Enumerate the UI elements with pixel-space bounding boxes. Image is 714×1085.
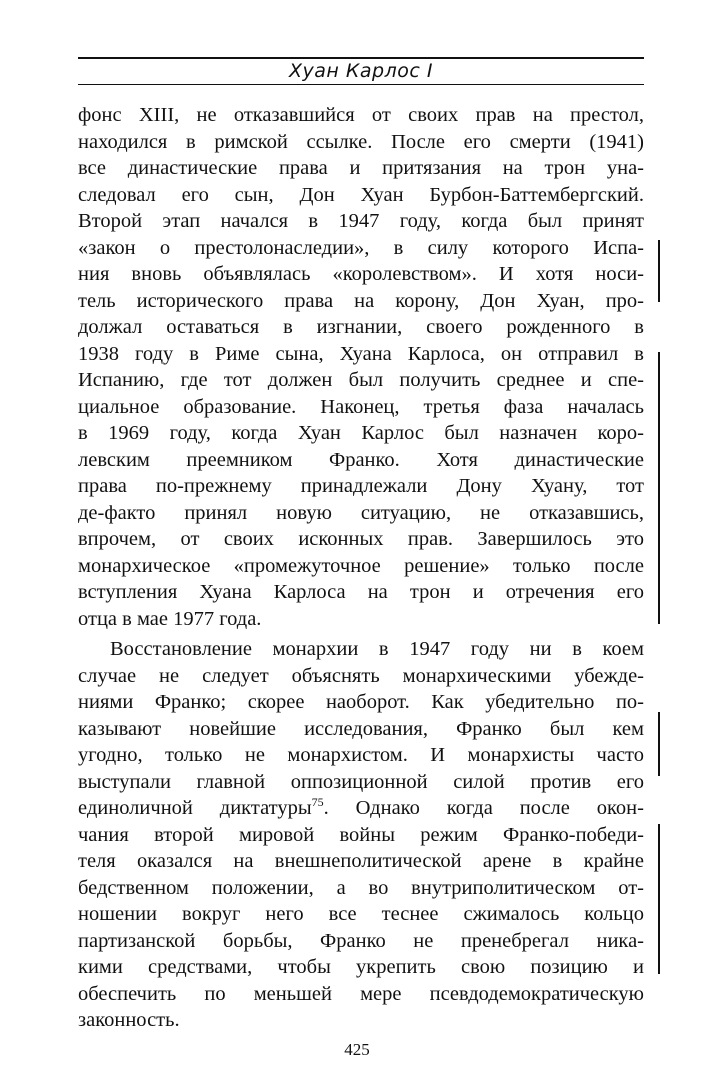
text-line: де-факто принял новую ситуацию, не отказавшись, <box>78 501 644 524</box>
text-line: ния вновь объявлялась «королевством». И хотя носи- <box>78 263 644 285</box>
text-line: права по-прежнему принадлежали Дону Хуану, тот <box>78 475 644 497</box>
text-line <box>78 795 644 822</box>
line-text: единоличной диктатуры <box>78 797 312 819</box>
running-head: Хуан Карлос I <box>289 60 433 82</box>
margin-mark <box>658 824 660 974</box>
paragraph-2 <box>78 636 644 1034</box>
text-line: 1938 году в Риме сына, Хуана Карлоса, он отправил в <box>78 342 644 365</box>
text-line: левским преемником Франко. Хотя династические <box>78 448 644 471</box>
text-line: впрочем, от своих исконных прав. Завершилось это <box>78 528 644 550</box>
page-body <box>78 102 644 1034</box>
text-line: циальное образование. Наконец, третья фаза началась <box>78 395 644 418</box>
margin-mark <box>658 712 660 776</box>
text-line: выступали главной оппозиционной силой против его <box>78 770 644 793</box>
text-line: теля оказался на внешнеполитической арене в крайне <box>78 850 644 872</box>
text-line: Второй этап начался в 1947 году, когда был принят <box>78 210 644 232</box>
text-line: «закон о престолонаследии», в силу которого Испа- <box>78 236 644 259</box>
header-rule-bottom <box>78 84 644 85</box>
text-line: бедственном положении, а во внутриполитическом от- <box>78 876 644 899</box>
text-line: обеспечить по меньшей мере псевдодемократическую <box>78 982 644 1005</box>
margin-mark <box>658 240 660 302</box>
text-line: случае не следует объяснять монархическими убежде- <box>78 664 644 687</box>
text-line: находился в римской ссылке. После его смерти (1941) <box>78 130 644 153</box>
text-line: законность. <box>78 1009 180 1031</box>
footnote-ref: 75 <box>311 795 324 810</box>
text-line: монархическое «промежуточное решение» только после <box>78 554 644 577</box>
text-line: ниями Франко; скорее наоборот. Как убедительно по- <box>78 691 644 713</box>
text-line: тель исторического права на корону, Дон Хуан, про- <box>78 289 644 312</box>
text-line: отца в мае 1977 года. <box>78 607 262 630</box>
text-line: все династические права и притязания на трон уна- <box>78 157 644 179</box>
text-line: чания второй мировой войны режим Франко-победи- <box>78 823 644 846</box>
text-line: партизанской борьбы, Франко не пренебрегал ника- <box>78 929 644 952</box>
text-line: кими средствами, чтобы укрепить свою позицию и <box>78 956 644 978</box>
text-line: Испанию, где тот должен был получить среднее и спе- <box>78 369 644 391</box>
text-line: Восстановление монархии в 1947 году ни в коем <box>110 638 644 660</box>
text-line: вступления Хуана Карлоса на трон и отречения его <box>78 581 644 603</box>
text-line: в 1969 году, когда Хуан Карлос был назначен коро- <box>78 422 644 444</box>
text-line: угодно, только не монархистом. И монархисты часто <box>78 744 644 766</box>
text-line: казывают новейшие исследования, Франко был кем <box>78 717 644 740</box>
text-line: должал оставаться в изгнании, своего рожденного в <box>78 316 644 338</box>
page-number: 425 <box>344 1040 370 1059</box>
text-line: следовал его сын, Дон Хуан Бурбон-Баттембергский. <box>78 183 644 206</box>
text-line: фонс XIII, не отказавшийся от своих прав на престол, <box>78 104 644 126</box>
margin-mark <box>658 352 660 624</box>
text-line: ношении вокруг него все теснее сжималось кольцо <box>78 903 644 925</box>
line-text: . Однако когда после окон- <box>323 797 644 819</box>
paragraph-1 <box>78 102 644 632</box>
